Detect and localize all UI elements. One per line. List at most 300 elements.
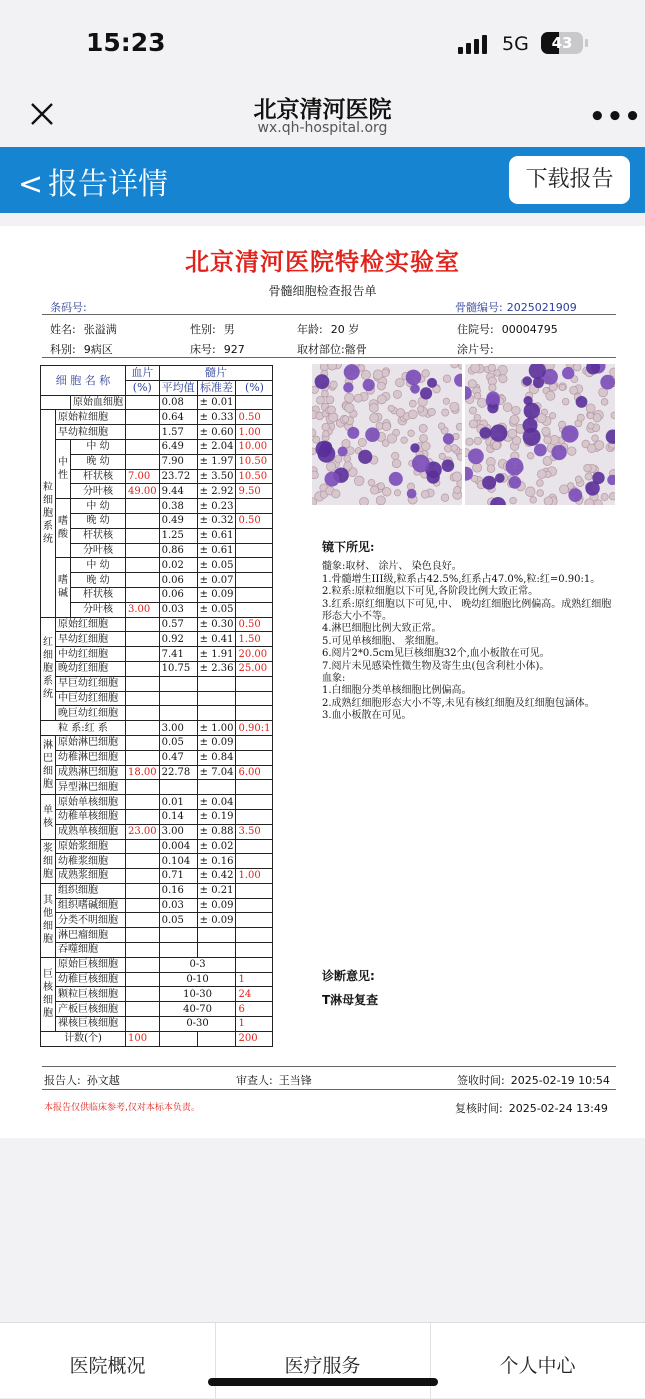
red-cell <box>559 384 565 390</box>
sex-label: 性别: <box>190 323 216 336</box>
blood-pct <box>126 795 160 810</box>
marrow-pct <box>236 898 273 913</box>
marrow-pct: 20.00 <box>236 647 273 662</box>
red-cell <box>489 384 496 391</box>
red-cell <box>487 465 495 473</box>
marrow-pct: 10.00 <box>236 439 273 454</box>
marrow-pct <box>236 499 273 514</box>
group-other: 其 他 细 胞 <box>41 883 56 957</box>
blood-pct <box>126 1002 160 1017</box>
red-cell <box>394 490 400 496</box>
marrow-pct <box>236 750 273 765</box>
table-row <box>41 898 273 913</box>
red-cell <box>469 420 477 428</box>
group-eos: 嗜 酸 <box>56 499 71 558</box>
reviewed-time: 2025-02-24 13:49 <box>508 1102 608 1115</box>
marrow-mean: 22.78 <box>159 765 197 780</box>
table-row <box>41 484 273 499</box>
marrow-mean: 0.05 <box>159 735 197 750</box>
red-cell <box>573 364 581 371</box>
cell-name: 分叶核 <box>71 602 126 617</box>
diagnosis-text: T淋母复查 <box>322 993 379 1007</box>
patient-age: 20 岁 <box>330 323 360 336</box>
red-cell <box>419 424 427 432</box>
blast-cell <box>523 418 538 433</box>
red-cell <box>585 473 592 480</box>
marrow-pct: 1.00 <box>236 869 273 884</box>
red-cell <box>345 403 354 412</box>
marrow-sd: ± 0.60 <box>197 425 236 440</box>
marrow-smear-image <box>465 364 615 505</box>
red-cell <box>313 436 320 443</box>
red-cell <box>383 488 392 497</box>
blood-pct <box>126 573 160 588</box>
red-cell <box>322 390 329 397</box>
marrow-sd: ± 0.19 <box>197 809 236 824</box>
blast-cell <box>363 379 375 391</box>
red-cell <box>544 436 552 444</box>
marrow-mean: 0.14 <box>159 809 197 824</box>
blast-cell <box>561 425 578 442</box>
microscopy-line: 1.骨髓增生III级,粒系占42.5%,红系占47.0%,粒:红=0.90:1。 <box>322 573 601 585</box>
red-cell <box>530 497 537 504</box>
marrow-mean: 0.16 <box>159 883 197 898</box>
marrow-pct <box>236 883 273 898</box>
red-cell <box>567 447 576 456</box>
home-indicator <box>208 1378 438 1386</box>
red-cell <box>468 380 476 388</box>
battery-level: 43 <box>551 34 573 52</box>
red-cell <box>454 486 461 493</box>
table-row <box>41 972 273 987</box>
blood-pct <box>126 750 160 765</box>
cell-name: 粒 系:红 系 <box>41 721 126 736</box>
blast-cell <box>412 455 430 473</box>
red-cell <box>526 487 536 497</box>
table-row <box>41 587 273 602</box>
marrow-pct <box>236 691 273 706</box>
red-cell <box>443 398 449 404</box>
marrow-sd: ± 1.00 <box>197 721 236 736</box>
col-marrow-header: 髓片 <box>159 366 273 381</box>
blood-pct: 49.00 <box>126 484 160 499</box>
blast-cell <box>427 378 437 388</box>
divider <box>42 1089 616 1090</box>
cell-name: 原始淋巴细胞 <box>56 735 126 750</box>
red-cell <box>586 404 595 413</box>
group-blank <box>41 395 71 410</box>
microscopy-line: 3.血小板散在可见。 <box>322 710 412 722</box>
marrow-mean: 0.004 <box>159 839 197 854</box>
blood-pct <box>126 780 160 795</box>
marrow-pct: 3.50 <box>236 824 273 839</box>
blood-pct <box>126 987 160 1002</box>
normal-range: 10-30 <box>159 987 236 1002</box>
red-cell <box>587 444 596 453</box>
cell-name: 杆状核 <box>71 528 126 543</box>
marrow-smear-image <box>312 364 462 505</box>
table-row <box>41 839 273 854</box>
marrow-pct <box>236 587 273 602</box>
cell-name: 淋巴瘤细胞 <box>56 928 126 943</box>
table-row <box>41 928 273 943</box>
blast-cell <box>365 427 380 442</box>
blast-cell <box>490 424 507 441</box>
status-bar <box>0 0 645 84</box>
marrow-sd: ± 0.41 <box>197 632 236 647</box>
blood-pct <box>126 499 160 514</box>
blood-pct <box>126 957 160 972</box>
marrow-sd: ± 1.97 <box>197 454 236 469</box>
patient-dept: 9病区 <box>83 343 113 356</box>
more-icon[interactable]: ••• <box>589 102 642 132</box>
blood-pct <box>126 706 160 721</box>
marrow-pct <box>236 839 273 854</box>
red-cell <box>560 485 569 494</box>
table-row <box>41 780 273 795</box>
marrow-pct <box>236 957 273 972</box>
red-cell <box>438 423 445 430</box>
group-mono: 单 核 <box>41 795 56 839</box>
marrow-sd: ± 0.33 <box>197 410 236 425</box>
marrow-sd <box>197 1031 236 1046</box>
marrow-sd: ± 2.04 <box>197 439 236 454</box>
blood-pct <box>126 898 160 913</box>
red-cell <box>592 435 599 442</box>
red-cell <box>609 493 615 500</box>
microscopy-line: 血象: <box>322 673 346 685</box>
red-cell <box>456 423 462 430</box>
red-cell <box>477 398 486 407</box>
blood-pct <box>126 913 160 928</box>
blast-cell <box>562 367 574 379</box>
table-row <box>41 795 273 810</box>
received-label: 签收时间: <box>457 1074 505 1087</box>
table-row <box>41 869 273 884</box>
table-row <box>41 691 273 706</box>
red-cell <box>326 396 334 404</box>
marrow-pct: 10.50 <box>236 469 273 484</box>
blood-pct: 23.00 <box>126 824 160 839</box>
table-row <box>41 1031 273 1046</box>
cell-name: 晚 幼 <box>71 573 126 588</box>
table-header <box>41 366 273 381</box>
marrow-sd: ± 0.61 <box>197 528 236 543</box>
blood-pct <box>126 809 160 824</box>
marrow-sd <box>197 691 236 706</box>
red-cell <box>451 364 458 368</box>
marrow-mean: 7.41 <box>159 647 197 662</box>
marrow-mean: 0.06 <box>159 587 197 602</box>
red-cell <box>587 412 594 419</box>
marrow-pct: 0.90:1 <box>236 721 273 736</box>
blood-pct <box>126 928 160 943</box>
red-cell <box>588 423 594 429</box>
marrow-sd: ± 0.21 <box>197 883 236 898</box>
marrow-sd: ± 0.30 <box>197 617 236 632</box>
blood-pct <box>126 735 160 750</box>
cell-name: 中巨幼红细胞 <box>56 691 126 706</box>
table-row <box>41 543 273 558</box>
cell-name: 早巨幼红细胞 <box>56 676 126 691</box>
signal-icon <box>458 34 492 54</box>
marrow-mean: 0.01 <box>159 795 197 810</box>
red-cell <box>344 455 351 462</box>
red-cell <box>370 414 379 423</box>
marrow-pct <box>236 913 273 928</box>
blast-cell <box>427 471 440 484</box>
col-name-header: 细 胞 名 称 <box>41 366 126 396</box>
red-cell <box>601 493 608 500</box>
red-cell <box>329 413 338 422</box>
marrow-pct <box>236 795 273 810</box>
marrow-pct: 25.00 <box>236 661 273 676</box>
red-cell <box>510 497 517 504</box>
marrow-mean: 0.38 <box>159 499 197 514</box>
diagnosis-title: 诊断意见: <box>322 969 375 983</box>
marrow-sd: ± 0.42 <box>197 869 236 884</box>
blood-pct <box>126 617 160 632</box>
red-cell <box>358 438 366 446</box>
blood-pct <box>126 558 160 573</box>
red-cell <box>376 496 385 505</box>
blast-cell <box>442 459 455 472</box>
blast-cell <box>443 433 454 444</box>
marrow-mean <box>159 928 197 943</box>
cell-name: 异型淋巴细胞 <box>56 780 126 795</box>
table-row <box>41 883 273 898</box>
table-row <box>41 395 273 410</box>
marrow-pct <box>236 928 273 943</box>
reviewer: 王当锋 <box>278 1074 312 1087</box>
group-baso: 嗜 碱 <box>56 558 71 617</box>
red-cell <box>510 415 519 424</box>
marrow-sd: ± 0.04 <box>197 795 236 810</box>
red-cell <box>512 406 521 415</box>
red-cell <box>422 370 430 378</box>
marrow-pct <box>236 943 273 958</box>
red-cell <box>562 398 569 405</box>
network-type: 5G <box>502 33 529 55</box>
bed-no: 927 <box>223 343 245 356</box>
red-cell <box>451 445 458 452</box>
marrow-sd: ± 2.92 <box>197 484 236 499</box>
table-row <box>41 735 273 750</box>
cell-name: 中 幼 <box>71 439 126 454</box>
cell-name: 晚巨幼红细胞 <box>56 706 126 721</box>
table-row <box>41 750 273 765</box>
red-cell <box>601 399 608 406</box>
marrow-pct: 9.50 <box>236 484 273 499</box>
barcode-label: 条码号: <box>50 301 87 314</box>
cell-name: 原始红细胞 <box>56 617 126 632</box>
cell-name: 成熟单核细胞 <box>56 824 126 839</box>
marrow-pct: 200 <box>236 1031 273 1046</box>
red-cell <box>527 453 534 460</box>
table-row <box>41 558 273 573</box>
group-gran: 粒 细 胞 系 统 <box>41 410 56 617</box>
red-cell <box>611 412 615 419</box>
marrow-pct <box>236 706 273 721</box>
marrow-mean: 0.71 <box>159 869 197 884</box>
tab-personal-center[interactable]: 个人中心 <box>499 1355 576 1377</box>
blast-cell <box>410 384 420 394</box>
blast-cell <box>315 374 330 389</box>
marrow-sd <box>197 676 236 691</box>
marrow-sd <box>197 943 236 958</box>
table-row <box>41 469 273 484</box>
red-cell <box>473 463 482 472</box>
blood-pct <box>126 691 160 706</box>
red-cell <box>575 476 582 483</box>
marrow-pct <box>236 602 273 617</box>
blast-cell <box>592 472 604 484</box>
marrow-mean: 10.75 <box>159 661 197 676</box>
marrow-pct <box>236 543 273 558</box>
page-url: wx.qh-hospital.org <box>257 120 388 136</box>
red-cell <box>593 414 601 422</box>
divider <box>42 314 616 315</box>
col-blood-pct-header: (%) <box>126 380 160 395</box>
red-cell <box>452 472 461 481</box>
cell-name: 成熟浆细胞 <box>56 869 126 884</box>
blast-cell <box>325 472 340 487</box>
marrow-pct <box>236 528 273 543</box>
blood-pct <box>126 528 160 543</box>
red-cell <box>428 408 436 416</box>
blast-cell <box>551 445 566 460</box>
marrow-pct <box>236 573 273 588</box>
age-label: 年龄: <box>297 323 323 336</box>
blast-cell <box>524 403 540 419</box>
blood-pct: 3.00 <box>126 602 160 617</box>
marrow-pct: 0.50 <box>236 513 273 528</box>
marrow-mean: 6.49 <box>159 439 197 454</box>
marrow-pct: 6.00 <box>236 765 273 780</box>
red-cell <box>549 413 555 419</box>
red-cell <box>492 442 500 450</box>
cell-name: 早幼红细胞 <box>56 632 126 647</box>
marrow-pct: 10.50 <box>236 454 273 469</box>
reporter: 孙文越 <box>86 1074 120 1087</box>
blood-pct <box>126 425 160 440</box>
red-cell <box>537 470 546 479</box>
red-cell <box>342 416 349 423</box>
blood-pct <box>126 632 160 647</box>
table-row <box>41 573 273 588</box>
red-cell <box>361 370 370 379</box>
red-cell <box>328 406 336 414</box>
red-cell <box>371 486 379 494</box>
marrow-mean <box>159 706 197 721</box>
marrow-mean <box>159 676 197 691</box>
red-cell <box>317 396 325 404</box>
marrow-sd: ± 0.88 <box>197 824 236 839</box>
battery-cap <box>585 39 588 47</box>
red-cell <box>392 459 401 468</box>
download-report-button[interactable]: 下载报告 <box>509 156 630 204</box>
red-cell <box>396 409 404 417</box>
microscopy-line: 2.成熟红细胞形态大小不等,未见有核红细胞及红细胞包涵体。 <box>322 697 595 709</box>
table-row <box>41 987 273 1002</box>
table-row <box>41 647 273 662</box>
marrow-mean: 0.06 <box>159 573 197 588</box>
red-cell <box>393 390 401 398</box>
red-cell <box>443 375 451 383</box>
cell-name: 中幼红细胞 <box>56 647 126 662</box>
marrow-pct: 1 <box>236 972 273 987</box>
marrow-sd: ± 0.84 <box>197 750 236 765</box>
marrow-sd: ± 0.32 <box>197 513 236 528</box>
blast-cell <box>468 448 484 464</box>
name-label: 姓名: <box>50 323 76 336</box>
blood-pct <box>126 587 160 602</box>
cell-name: 中 幼 <box>71 558 126 573</box>
tab-hospital-overview[interactable]: 医院概况 <box>69 1355 146 1377</box>
red-cell <box>330 381 337 388</box>
red-cell <box>546 391 555 400</box>
marrow-sd: ± 0.09 <box>197 587 236 602</box>
marrow-mean: 0.47 <box>159 750 197 765</box>
cell-name: 原始血细胞 <box>71 395 126 410</box>
table-row <box>41 602 273 617</box>
red-cell <box>328 364 337 370</box>
page-title: 北京清河医院 <box>253 97 392 123</box>
blood-pct <box>126 972 160 987</box>
red-cell <box>377 395 386 404</box>
red-cell <box>542 427 550 435</box>
blood-pct <box>126 454 160 469</box>
back-button[interactable] <box>18 159 168 203</box>
inpatient-label: 住院号: <box>457 323 494 336</box>
group-lym: 淋 巴 细 胞 <box>41 735 56 794</box>
group-plasma: 浆 细 胞 <box>41 839 56 883</box>
red-cell <box>378 483 385 490</box>
table-row <box>41 439 273 454</box>
cell-name: 幼稚巨核细胞 <box>56 972 126 987</box>
cell-name: 原始浆细胞 <box>56 839 126 854</box>
tab-medical-services[interactable]: 医疗服务 <box>284 1355 361 1377</box>
red-cell <box>360 497 369 505</box>
blast-cell <box>338 447 348 457</box>
marrow-sd: ± 0.16 <box>197 854 236 869</box>
red-cell <box>396 378 405 387</box>
marrow-pct: 1 <box>236 1017 273 1032</box>
cell-name: 原始单核细胞 <box>56 795 126 810</box>
red-cell <box>537 480 544 487</box>
cell-name: 原始巨核细胞 <box>56 957 126 972</box>
red-cell <box>474 393 481 400</box>
blood-pct <box>126 513 160 528</box>
cell-name: 幼稚单核细胞 <box>56 809 126 824</box>
marrow-pct: 24 <box>236 987 273 1002</box>
divider <box>42 357 616 358</box>
red-cell <box>499 375 507 383</box>
table-row <box>41 824 273 839</box>
bed-label: 床号: <box>190 343 216 356</box>
red-cell <box>354 394 362 402</box>
marrow-mean: 0.64 <box>159 410 197 425</box>
red-cell <box>391 452 399 460</box>
group-neutro: 中 性 <box>56 439 71 498</box>
cell-name: 分叶核 <box>71 484 126 499</box>
blood-pct <box>126 1017 160 1032</box>
marrow-mean: 3.00 <box>159 824 197 839</box>
blood-pct: 100 <box>126 1031 160 1046</box>
red-cell <box>471 364 480 373</box>
marrow-mean <box>159 780 197 795</box>
marrow-mean: 0.49 <box>159 513 197 528</box>
